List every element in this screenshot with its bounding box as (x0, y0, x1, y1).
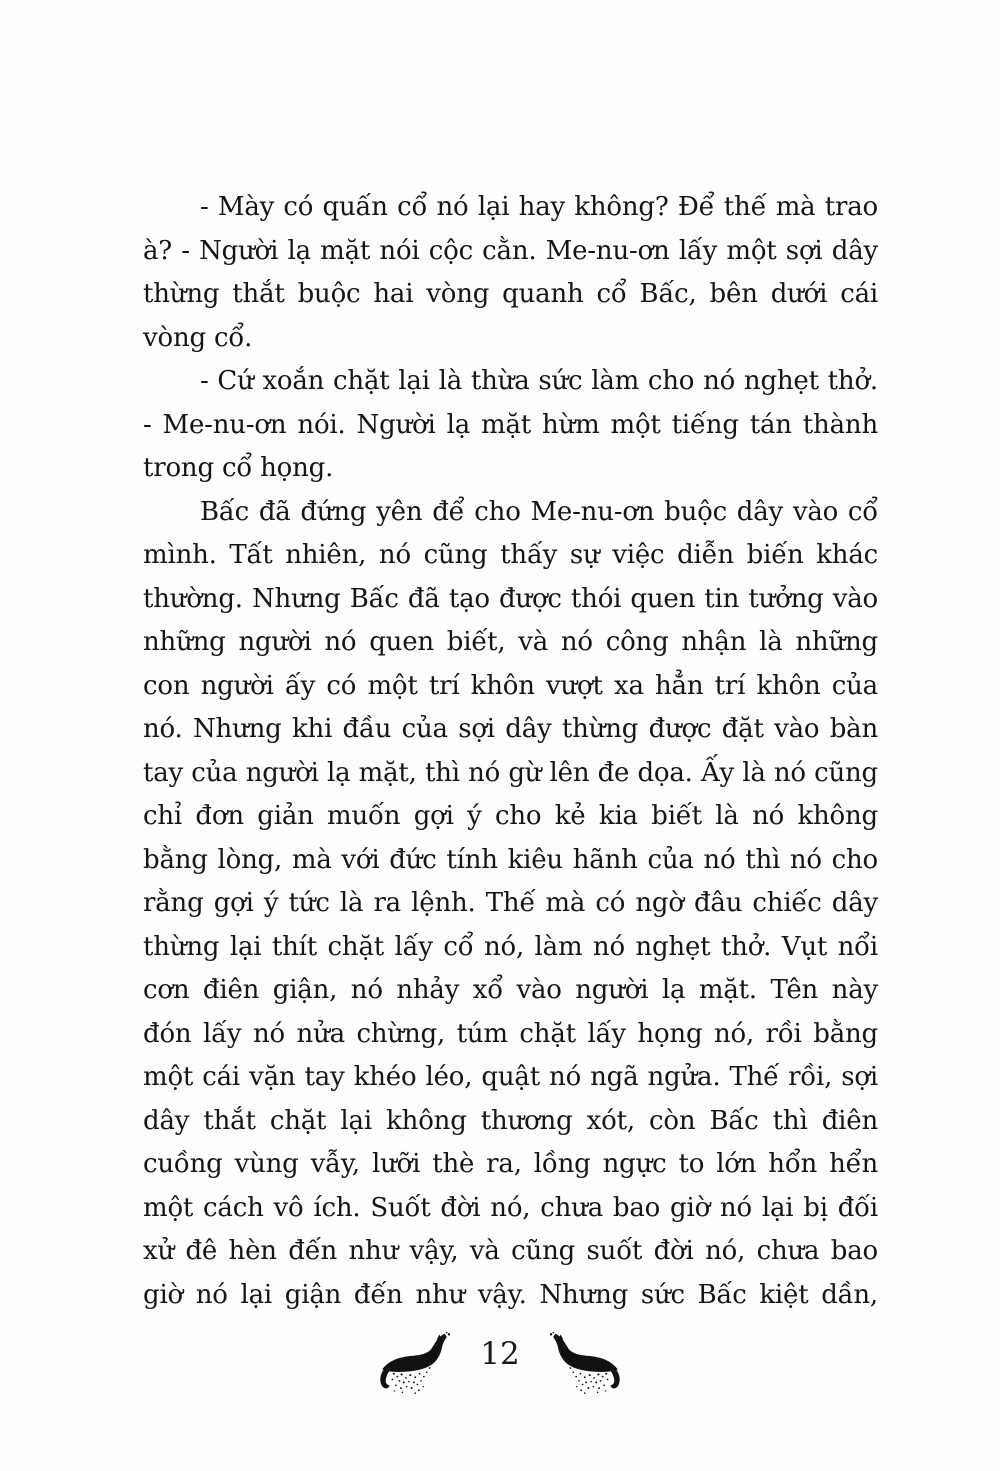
text-line: tay của người lạ mặt, thì nó gừ lên đe dọa. Ấy là nó cũng (143, 757, 878, 788)
text-line: một cách vô ích. Suốt đời nó, chưa bao giờ nó lại bị đối (143, 1192, 878, 1223)
text-line: những người nó quen biết, và nó công nhận là những (143, 627, 878, 657)
text-line: cuồng vùng vẫy, lưỡi thè ra, lồng ngực to lớn hổn hển (143, 1149, 878, 1179)
text-line: trong cổ họng. (143, 453, 334, 483)
text-line: một cái vặn tay khéo léo, quật nó ngã ngửa. Thế rồi, sợi (143, 1062, 878, 1092)
page-number: 12 (480, 1336, 520, 1372)
text-line: Bấc đã đứng yên để cho Me-nu-ơn buộc dây vào cổ (200, 496, 878, 527)
text-line: bằng lòng, mà với đức tính kiêu hãnh của nó thì nó cho (143, 844, 878, 875)
text-line: cơn điên giận, nó nhảy xổ vào người lạ mặt. Tên này (143, 975, 878, 1005)
text-line: thừng thắt buộc hai vòng quanh cổ Bấc, bên dưới cái (143, 279, 878, 309)
text-line: à? - Người lạ mặt nói cộc cằn. Me-nu-ơn lấy một sợi dây (143, 235, 878, 266)
text-line: thừng lại thít chặt lấy cổ nó, làm nó nghẹt thở. Vụt nổi (143, 931, 878, 962)
text-line: rằng gợi ý tức là ra lệnh. Thế mà có ngờ đâu chiếc dây (143, 888, 878, 918)
text-line: - Mày có quấn cổ nó lại hay không? Để thế mà trao (200, 192, 878, 222)
text-line: mình. Tất nhiên, nó cũng thấy sự việc diễn biến khác (143, 540, 878, 570)
text-line: giờ nó lại giận đến như vậy. Nhưng sức Bấc kiệt dần, (143, 1279, 878, 1310)
text-line: dây thắt chặt lại không thương xót, còn Bấc thì điên (143, 1105, 878, 1136)
page-text (143, 186, 878, 1317)
text-line: vòng cổ. (143, 322, 253, 353)
text-line: xử đê hèn đến như vậy, và cũng suốt đời nó, chưa bao (143, 1236, 878, 1266)
wolf-facing-right-icon (378, 1331, 464, 1405)
paragraph (143, 360, 878, 491)
text-line: chỉ đơn giản muốn gợi ý cho kẻ kia biết là nó không (143, 801, 878, 831)
wolf-facing-left-icon (536, 1331, 622, 1405)
text-line: con người ấy có một trí khôn vượt xa hẳn trí khôn của (143, 670, 878, 701)
paragraph (143, 186, 878, 360)
text-line: nó. Nhưng khi đầu của sợi dây thừng được đặt vào bàn (143, 714, 878, 744)
page-footer (0, 1331, 1000, 1405)
text-line: thường. Nhưng Bấc đã tạo được thói quen tin tưởng vào (143, 583, 878, 614)
text-line: đón lấy nó nửa chừng, túm chặt lấy họng nó, rồi bằng (143, 1018, 878, 1049)
paragraph (143, 491, 878, 1318)
text-line: - Me-nu-ơn nói. Người lạ mặt hừm một tiếng tán thành (143, 409, 878, 440)
text-line: - Cứ xoắn chặt lại là thừa sức làm cho nó nghẹt thở. (200, 366, 878, 396)
